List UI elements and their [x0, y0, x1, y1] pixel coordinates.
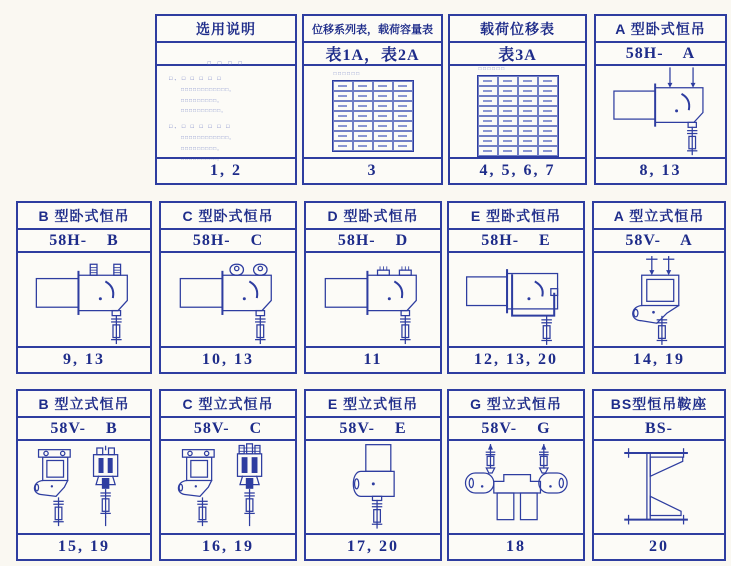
card-model-code: 58H- A [596, 43, 725, 66]
card-page-numbers: 1, 2 [157, 157, 295, 183]
notes-placeholder-text: □ □ □ □ □、□ □ □ □ □ □□□□□□□□□□□□。 □□□□□□□□□。 □□□□□□□□□□。 □、□ □ □ □ □ □ □□□□□□□□□□□□。 □□□□□□□□□。 □□□□□□□□□。 [169, 61, 245, 163]
card-bs-saddle [592, 389, 726, 561]
card-page-numbers: 3 [304, 157, 441, 183]
card-drawing [161, 253, 295, 346]
hanger-drawing-58h-a [599, 68, 723, 155]
card-page-numbers: 17, 20 [306, 533, 440, 559]
hanger-drawing-58h-e [452, 255, 581, 344]
card-drawing [594, 441, 724, 533]
card-page-numbers: 14, 19 [594, 346, 724, 372]
hanger-drawing-58h-d [309, 255, 438, 344]
card-load-displacement-table [448, 14, 587, 185]
card-title: E 型立式恒吊 [306, 391, 440, 418]
card-drawing [594, 253, 724, 346]
card-drawing [450, 66, 585, 157]
card-58h-b [16, 201, 152, 374]
saddle-drawing-bs [597, 443, 722, 531]
card-58v-b [16, 389, 152, 561]
hanger-drawing-58h-b [21, 255, 148, 344]
card-58v-g [447, 389, 585, 561]
card-title: D 型卧式恒吊 [306, 203, 440, 230]
card-title: B 型卧式恒吊 [18, 203, 150, 230]
card-title: 选用说明 [157, 16, 295, 43]
card-model-code: 58V- G [449, 418, 583, 441]
card-drawing [449, 253, 583, 346]
card-title: E 型卧式恒吊 [449, 203, 583, 230]
card-drawing [306, 441, 440, 533]
card-58v-a [592, 201, 726, 374]
hanger-drawing-58v-e [309, 443, 438, 531]
card-model-code: 58V- B [18, 418, 150, 441]
hanger-drawing-58v-c [164, 443, 293, 531]
data-table-thumbnail [477, 75, 559, 157]
card-model-code: BS- [594, 418, 724, 441]
card-displacement-series-table [302, 14, 443, 185]
card-model-code: 58V- A [594, 230, 724, 253]
card-page-numbers: 20 [594, 533, 724, 559]
card-drawing [18, 253, 150, 346]
hanger-drawing-58v-a [597, 255, 722, 344]
card-title: 载荷位移表 [450, 16, 585, 43]
card-page-numbers: 11 [306, 346, 440, 372]
card-page-numbers: 10, 13 [161, 346, 295, 372]
card-page-numbers: 18 [449, 533, 583, 559]
card-drawing [306, 253, 440, 346]
card-58v-e [304, 389, 442, 561]
card-drawing [449, 441, 583, 533]
card-model-code: 58V- C [161, 418, 295, 441]
card-title: BS型恒吊鞍座 [594, 391, 724, 418]
hanger-drawing-58v-b [21, 443, 148, 531]
card-drawing [157, 61, 295, 163]
card-58h-d [304, 201, 442, 374]
card-model-code: 58H- D [306, 230, 440, 253]
card-table-refs: 表3A [450, 43, 585, 66]
card-page-numbers: 4, 5, 6, 7 [450, 157, 585, 183]
card-58h-c [159, 201, 297, 374]
card-model-code: 58H- C [161, 230, 295, 253]
card-drawing [18, 441, 150, 533]
card-page-numbers: 16, 19 [161, 533, 295, 559]
card-page-numbers: 15, 19 [18, 533, 150, 559]
table-thumbnail: □□□□□□ [477, 66, 559, 157]
hanger-drawing-58h-c [164, 255, 293, 344]
card-selection-notes [155, 14, 297, 185]
card-title: C 型卧式恒吊 [161, 203, 295, 230]
card-page-numbers: 8, 13 [596, 157, 725, 183]
card-page-numbers: 12, 13, 20 [449, 346, 583, 372]
card-title: A 型立式恒吊 [594, 203, 724, 230]
card-drawing [161, 441, 295, 533]
card-drawing [596, 66, 725, 157]
table-thumbnail: □□□□□□ [332, 71, 414, 152]
card-title: C 型立式恒吊 [161, 391, 295, 418]
card-58h-a [594, 14, 727, 185]
card-table-refs: 表1A，表2A [304, 43, 441, 66]
card-model-code: 58H- E [449, 230, 583, 253]
data-table-thumbnail [332, 80, 414, 152]
card-58v-c [159, 389, 297, 561]
card-model-code: 58H- B [18, 230, 150, 253]
card-model-code: 58V- E [306, 418, 440, 441]
card-title: G 型立式恒吊 [449, 391, 583, 418]
card-title: B 型立式恒吊 [18, 391, 150, 418]
card-title: 位移系列表，载荷容量表 [304, 16, 441, 43]
card-drawing [304, 66, 441, 157]
card-58h-e [447, 201, 585, 374]
card-page-numbers: 9, 13 [18, 346, 150, 372]
card-title: A 型卧式恒吊 [596, 16, 725, 43]
hanger-drawing-58v-g [452, 443, 581, 531]
